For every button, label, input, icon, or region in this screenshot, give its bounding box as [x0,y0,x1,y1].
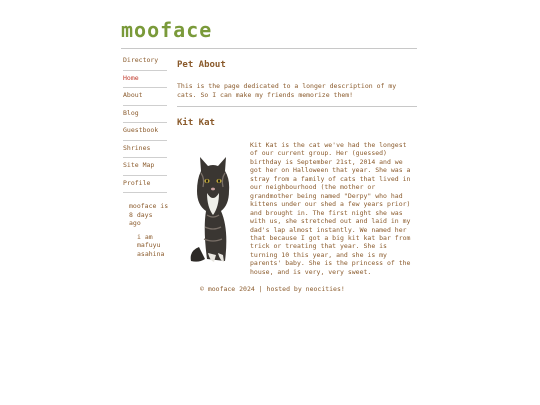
sidebar-item-about[interactable]: About [123,88,167,106]
sidebar-nav [123,53,167,258]
site-title[interactable]: mooface [121,18,213,42]
pet-name-heading: Kit Kat [177,118,215,128]
sidebar-item-profile[interactable]: Profile [123,176,167,194]
main-content [177,58,417,276]
sidebar-item-directory[interactable]: Directory [123,53,167,71]
pet-description: Kit Kat is the cat we've had the longest of our current group. Her (guessed) birthday is September 21st, 2014 and we got her on Halloween that year. She was a stray from a family of cats that lived in our neighbourhood (the mother or grandmother being named "Derpy" who had kittens under our shed a few years prior) and brought in. The first night she was with us, she stretched out and laid in my dad's lap almost instantly. We named her that because I got a big kit kat bar from trick or treating that year. She is turning 10 this year, and she is my parents' baby. She is the princess of the house, and is very, very sweet. [250,141,411,276]
sidebar-item-shrines[interactable]: Shrines [123,141,167,159]
sidebar-item-site-map[interactable]: Site Map [123,158,167,176]
cat-photo [185,149,241,267]
status-label: mooface is [129,202,169,210]
status-time: 8 days ago [129,210,153,227]
intro-text: This is the page dedicated to a longer description of my cats. So I can make my friends memorize them! [177,82,397,99]
pet-section [177,139,417,276]
page-title: Pet About [177,60,226,70]
sidebar-item-blog[interactable]: Blog [123,106,167,124]
sidebar-item-guestbook[interactable]: Guestbook [123,123,167,141]
status-mood: i am mafuyu asahina [137,232,165,258]
footer: © mooface 2024 | hosted by neocities! [200,285,345,293]
section-divider [177,106,417,107]
status-widget [123,202,167,258]
sidebar-item-home[interactable]: Home [123,71,167,89]
title-divider [121,48,417,49]
